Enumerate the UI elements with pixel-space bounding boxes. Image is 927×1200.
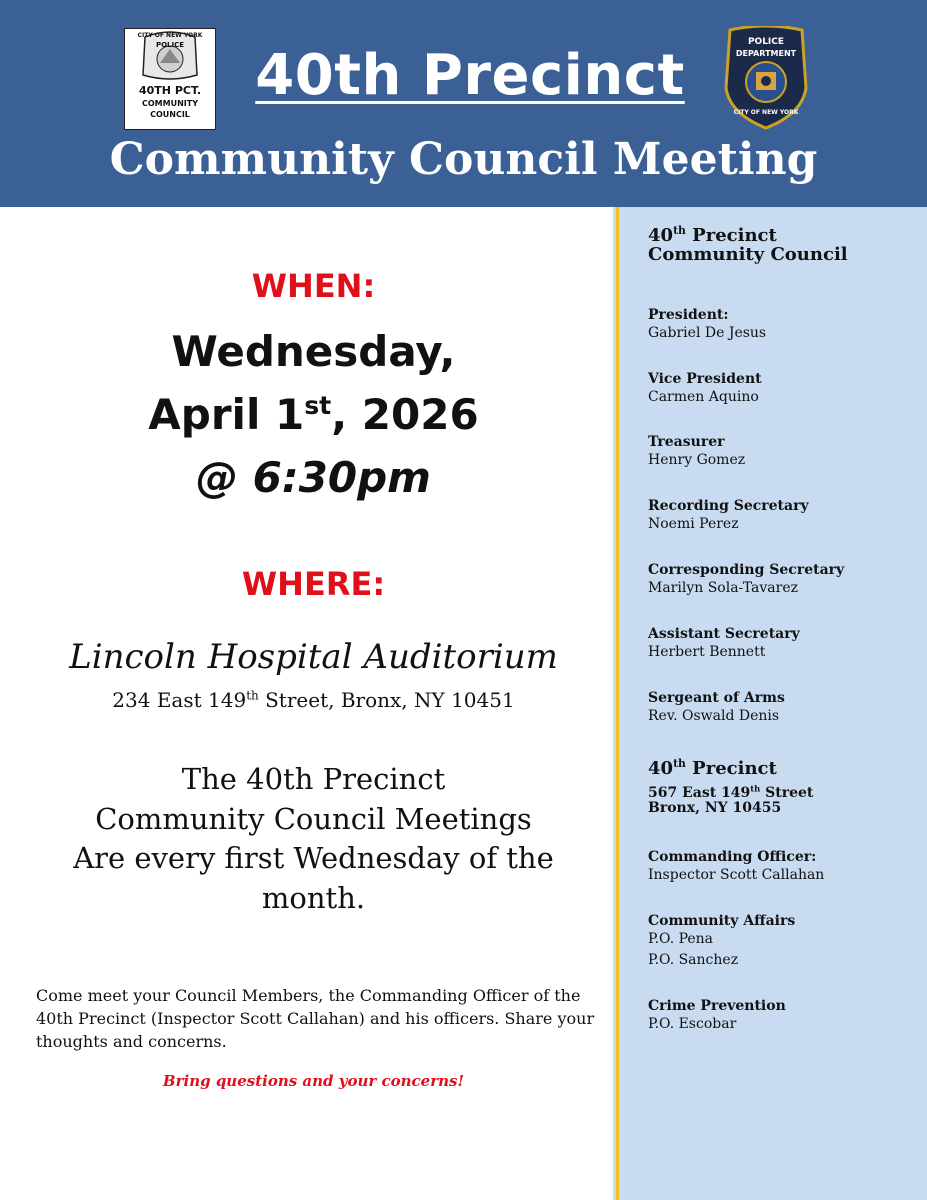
officer-corresponding-secretary: Corresponding Secretary Marilyn Sola-Tavarez — [648, 562, 845, 597]
when-label: WHEN: — [251, 267, 376, 305]
precinct-heading: 40th Precinct — [648, 757, 777, 779]
community-council-logo — [124, 28, 216, 130]
venue-name: Lincoln Hospital Auditorium — [69, 637, 558, 677]
page-title: 40th Precinct — [255, 43, 685, 108]
meeting-schedule: The 40th Precinct Community Council Meetings Are every first Wednesday of the month. — [73, 762, 554, 916]
logo-pct-text: 40TH PCT. — [139, 84, 201, 97]
event-time: @ 6:30pm — [196, 453, 431, 502]
header-banner — [0, 0, 927, 207]
logo-arc-text: CITY OF NEW YORK — [137, 32, 203, 39]
invite-paragraph: Come meet your Council Members, the Commanding Officer of the 40th Precinct (Inspector Scott Callahan) and his officers. Share your thoughts and concerns. — [36, 986, 595, 1052]
event-date: April 1st, 2026 — [148, 390, 479, 439]
precinct-address: 567 East 149th Street Bronx, NY 10455 — [648, 783, 814, 817]
event-date-time — [0, 320, 627, 509]
venue-address: 234 East 149th Street, Bronx, NY 10451 — [112, 688, 515, 712]
officer-recording-secretary: Recording Secretary Noemi Perez — [648, 498, 809, 533]
where-label: WHERE: — [241, 565, 386, 603]
patch-top-text: POLICE — [747, 37, 785, 47]
logo-police-text: POLICE — [155, 41, 185, 49]
event-weekday: Wednesday, — [171, 327, 456, 376]
officer-sergeant-of-arms: Sergeant of Arms Rev. Oswald Denis — [648, 690, 785, 725]
officer-vice-president: Vice President Carmen Aquino — [648, 371, 762, 406]
officer-assistant-secretary: Assistant Secretary Herbert Bennett — [648, 626, 800, 661]
patch-middle-text: DEPARTMENT — [735, 49, 797, 58]
nypd-patch-logo — [722, 26, 810, 130]
bring-questions-note: Bring questions and your concerns! — [162, 1072, 465, 1090]
logo-council-text: COUNCIL — [150, 110, 190, 119]
commanding-officer: Commanding Officer: Inspector Scott Callahan — [648, 849, 825, 884]
officer-president: President: Gabriel De Jesus — [648, 307, 767, 342]
patch-bottom-text: CITY OF NEW YORK — [733, 109, 799, 116]
sidebar-heading: 40th Precinct Community Council — [648, 224, 848, 265]
officer-treasurer: Treasurer Henry Gomez — [648, 434, 746, 469]
nypd-patch-icon — [722, 26, 810, 130]
crime-prevention: Crime Prevention P.O. Escobar — [648, 998, 786, 1033]
community-affairs: Community Affairs P.O. Pena P.O. Sanchez — [648, 913, 796, 969]
logo-community-text: COMMUNITY — [141, 99, 198, 108]
page-subtitle: Community Council Meeting — [109, 134, 818, 185]
